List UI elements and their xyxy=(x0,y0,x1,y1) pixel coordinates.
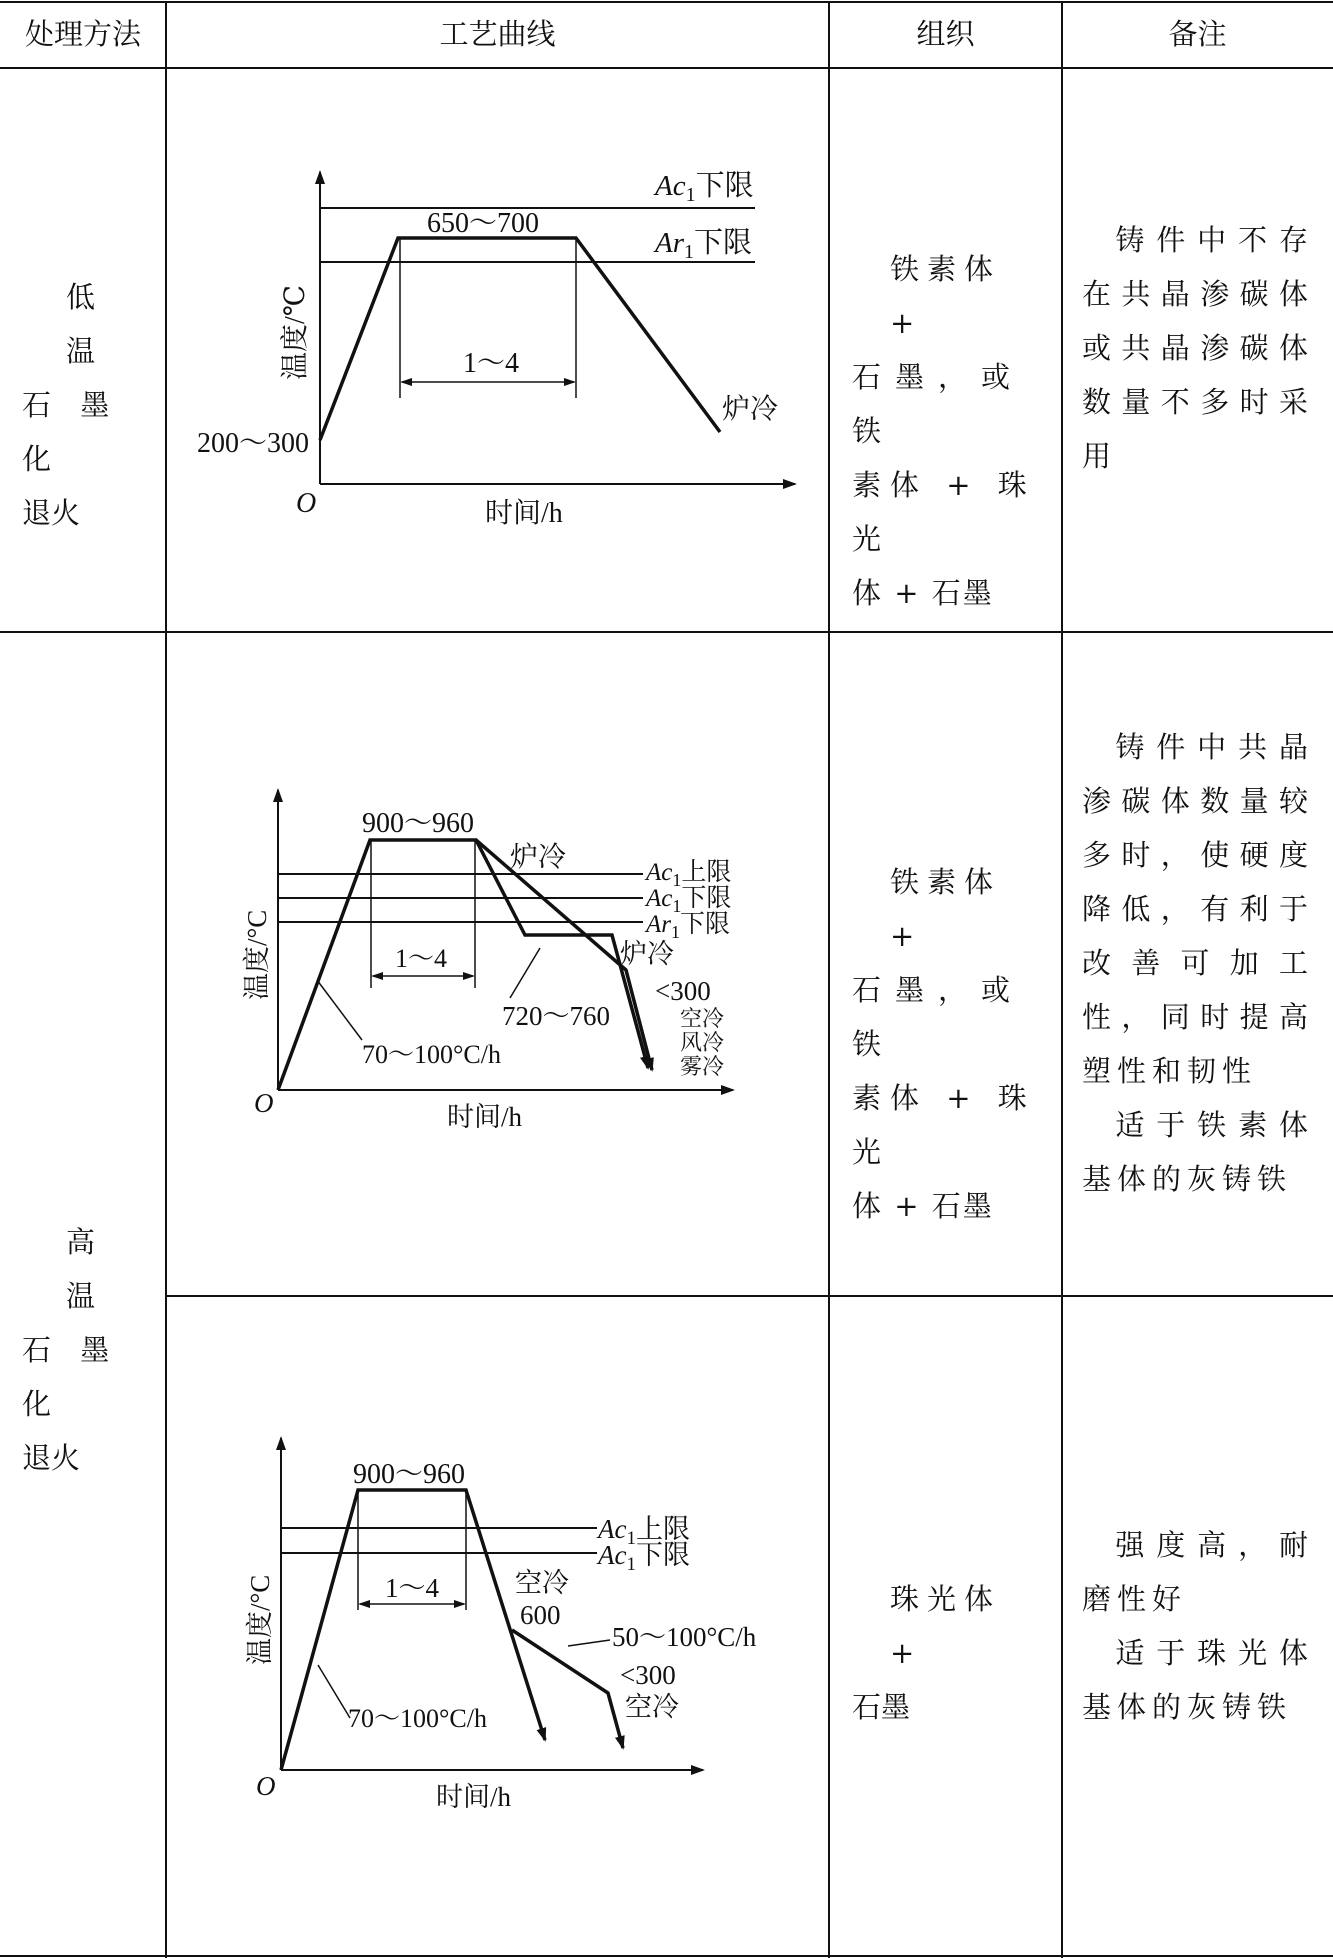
header-structure: 组织 xyxy=(916,17,975,51)
structure-row3: 珠光体 + 石墨 xyxy=(852,1582,1002,1724)
svg-text:900～960: 900～960 xyxy=(353,1459,466,1490)
y-label: 温度/℃ xyxy=(280,284,311,380)
svg-text:空冷: 空冷 xyxy=(625,1692,679,1722)
svg-text:Ac1下限: $Ac_1$下限 xyxy=(655,170,754,206)
svg-text:O: O xyxy=(254,1088,274,1118)
svg-text:70～100°C/h: 70～100°C/h xyxy=(362,1040,501,1069)
hold-temp: 650～700 xyxy=(427,208,540,239)
svg-text:炉冷: 炉冷 xyxy=(620,939,674,969)
svg-text:O: O xyxy=(256,1771,276,1801)
remark-row2: 铸件中共晶渗碳体数量较多时，使硬度降低，有利于改善可加工性，同时提高塑性和韧性 适于铁素体基体的灰铸铁 xyxy=(1082,730,1314,1196)
svg-text:温度/°C: 温度/°C xyxy=(245,1574,275,1665)
cool-label: 炉冷 xyxy=(722,394,779,425)
structure-row1: 铁素体 + 石墨，或铁 素体 + 珠光 体 + 石墨 xyxy=(852,252,1036,610)
method-row2: 高 温 石 墨 化 退火 xyxy=(22,1225,120,1475)
header-remark: 备注 xyxy=(1168,17,1227,51)
svg-text:时间/h: 时间/h xyxy=(447,1102,523,1132)
svg-text:1～4: 1～4 xyxy=(385,1573,439,1603)
svg-text:雾冷: 雾冷 xyxy=(680,1054,725,1079)
method-row1: 低 温 石 墨 化 退火 xyxy=(22,280,120,530)
svg-text:70～100°C/h: 70～100°C/h xyxy=(348,1704,487,1733)
origin: O xyxy=(296,488,317,519)
svg-text:风冷: 风冷 xyxy=(680,1030,725,1055)
svg-text:Ac1上限: $Ac_1$上限 xyxy=(646,859,732,890)
svg-text:空冷: 空冷 xyxy=(680,1006,725,1031)
svg-text:Ac1下限: $Ac_1$下限 xyxy=(598,1540,690,1575)
remark-row3: 强度高，耐磨性好 适于珠光体基体的灰铸铁 xyxy=(1082,1528,1314,1724)
start-temp: 200～300 xyxy=(197,428,310,459)
header-method: 处理方法 xyxy=(24,17,141,51)
svg-text:温度/°C: 温度/°C xyxy=(242,909,272,1000)
svg-text:Ac1上限: $Ac_1$上限 xyxy=(598,1514,690,1549)
svg-text:600: 600 xyxy=(520,1600,561,1630)
remark-row1: 铸件中不存在共晶渗碳体或共晶渗碳体数量不多时采用 xyxy=(1082,223,1314,473)
header-curve: 工艺曲线 xyxy=(439,17,556,51)
x-label: 时间/h xyxy=(485,498,563,529)
svg-text:1～4: 1～4 xyxy=(395,944,448,973)
svg-text:<300: <300 xyxy=(620,1660,676,1690)
hold-time: 1～4 xyxy=(463,348,520,379)
svg-text:900～960: 900～960 xyxy=(362,808,475,839)
svg-text:炉冷: 炉冷 xyxy=(510,842,567,873)
svg-text:Ar1下限: $Ar_1$下限 xyxy=(655,227,753,263)
svg-text:Ar1下限: $Ar_1$下限 xyxy=(646,911,731,942)
structure-row2: 铁素体 + 石墨，或铁 素体 + 珠光 体 + 石墨 xyxy=(852,865,1036,1223)
svg-text:Ac1下限: $Ac_1$下限 xyxy=(646,885,732,916)
svg-text:720～760: 720～760 xyxy=(502,1001,610,1031)
svg-text:50～100°C/h: 50～100°C/h xyxy=(612,1622,757,1652)
svg-text:<300: <300 xyxy=(655,976,711,1006)
svg-text:时间/h: 时间/h xyxy=(436,1782,512,1812)
svg-text:空冷: 空冷 xyxy=(515,1568,569,1598)
